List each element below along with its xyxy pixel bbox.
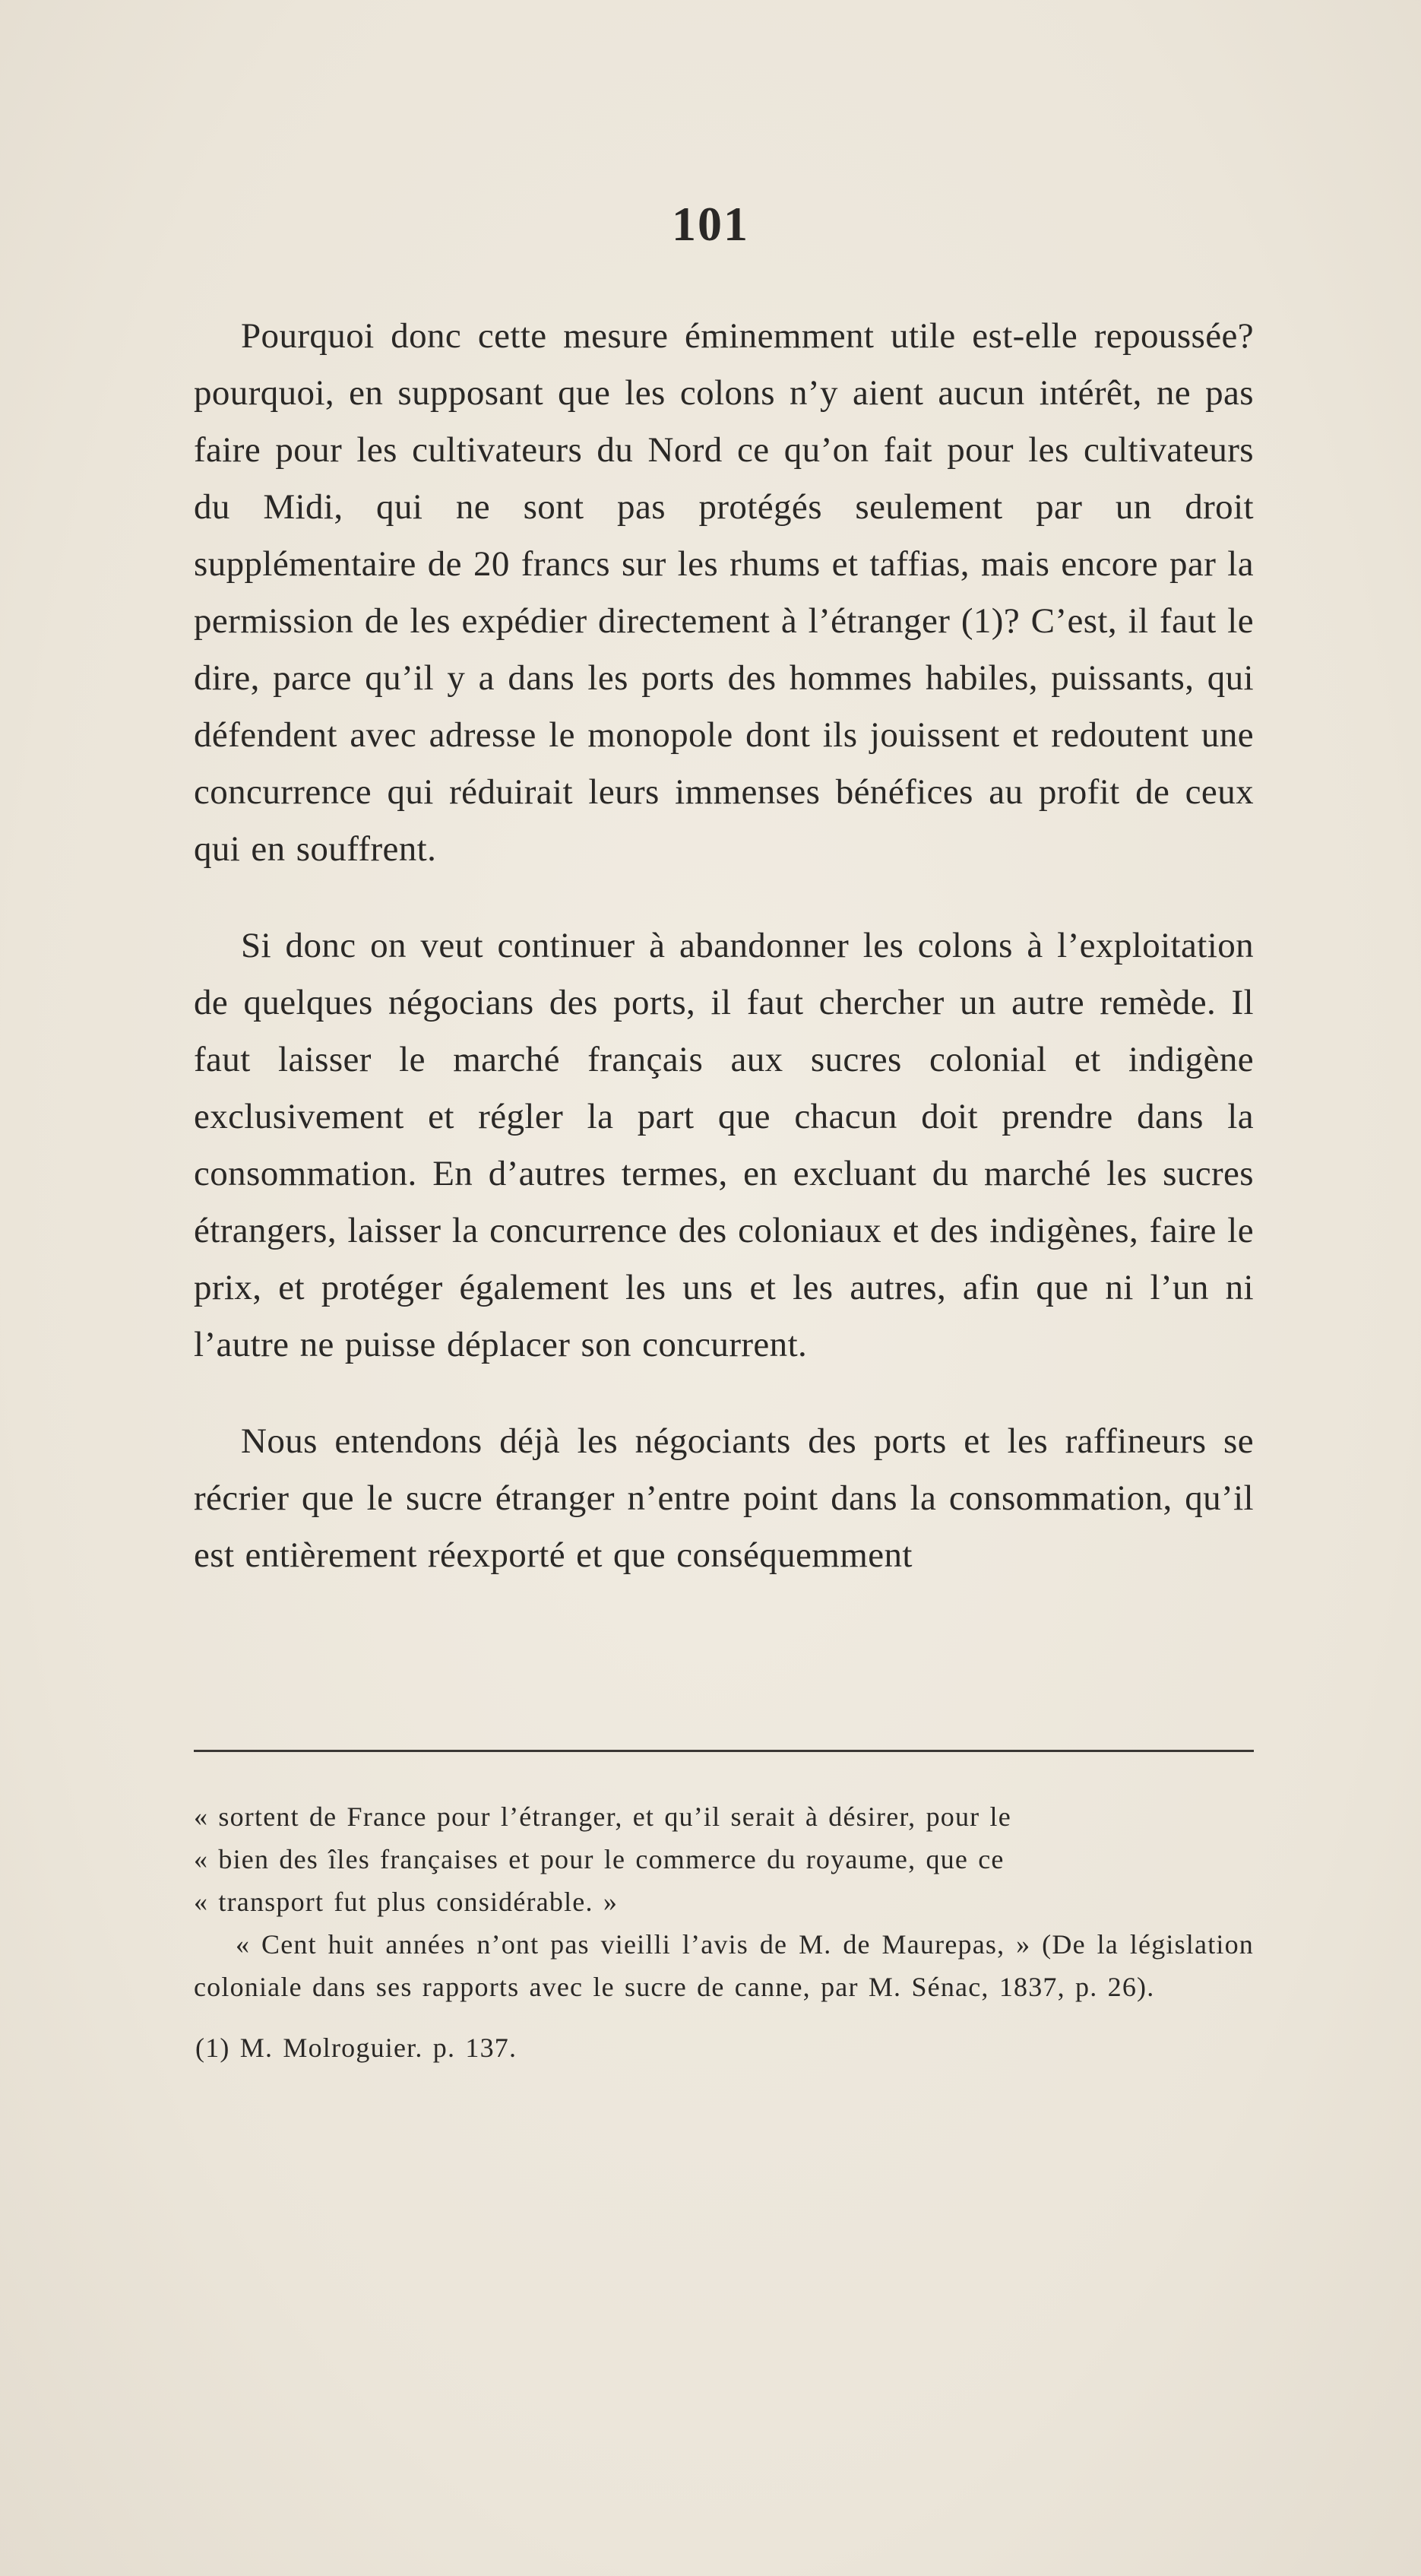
footnote-divider [194,1750,1254,1752]
footnote: (1) M. Molroguier. p. 137. [195,2033,517,2063]
page-number: 101 [672,197,749,251]
citation: « Cent huit années n’ont pas vieilli l’avis de M. de Maurepas, » (De la législation coloniale dans ses rapports avec le sucre de canne, par M. Sénac, 1837, p. 26). [194,1929,1254,2002]
paragraph: Nous entendons déjà les négociants des ports et les raffineurs se récrier que le sucre étranger n’entre point dans la consommation, qu’il est entièrement réexporté et que conséquemment [194,1421,1254,1575]
paragraph: Si donc on veut continuer à abandonner les colons à l’exploitation de quelques négocians des ports, il faut chercher un autre remède. Il faut laisser le marché français aux sucres colonial et indigène exclusivement et régler la part que chacun doit prendre dans la consommation. En d’autres termes, en excluant du marché les sucres étrangers, laisser la concurrence des coloniaux et des indigènes, faire le prix, et protéger également les uns et les autres, afin que ni l’un ni l’autre ne puisse déplacer son concurrent. [194,926,1254,1364]
footnotes [194,1795,1254,2069]
main-text [194,308,1254,1584]
paragraph: Pourquoi donc cette mesure éminemment utile est-elle repoussée? pourquoi, en supposant que les colons n’y aient aucun intérêt, ne pas faire pour les cultivateurs du Nord ce qu’on fait pour les cultivateurs du Midi, qui ne sont pas protégés seulement par un droit supplémentaire de 20 francs sur les rhums et taffias, mais encore par la permission de les expédier directement à l’étranger (1)? C’est, il faut le dire, parce qu’il y a dans les ports des hommes habiles, puissants, qui défendent avec adresse le monopole dont ils jouissent et redoutent une concurrence qui réduirait leurs immenses bénéfices au profit de ceux qui en souffrent. [194,316,1254,869]
quote-line: « transport fut plus considérable. » [194,1887,619,1917]
quote-line: « sortent de France pour l’étranger, et qu’il serait à désirer, pour le [194,1801,1011,1832]
quote-line: « bien des îles françaises et pour le commerce du royaume, que ce [194,1844,1005,1874]
